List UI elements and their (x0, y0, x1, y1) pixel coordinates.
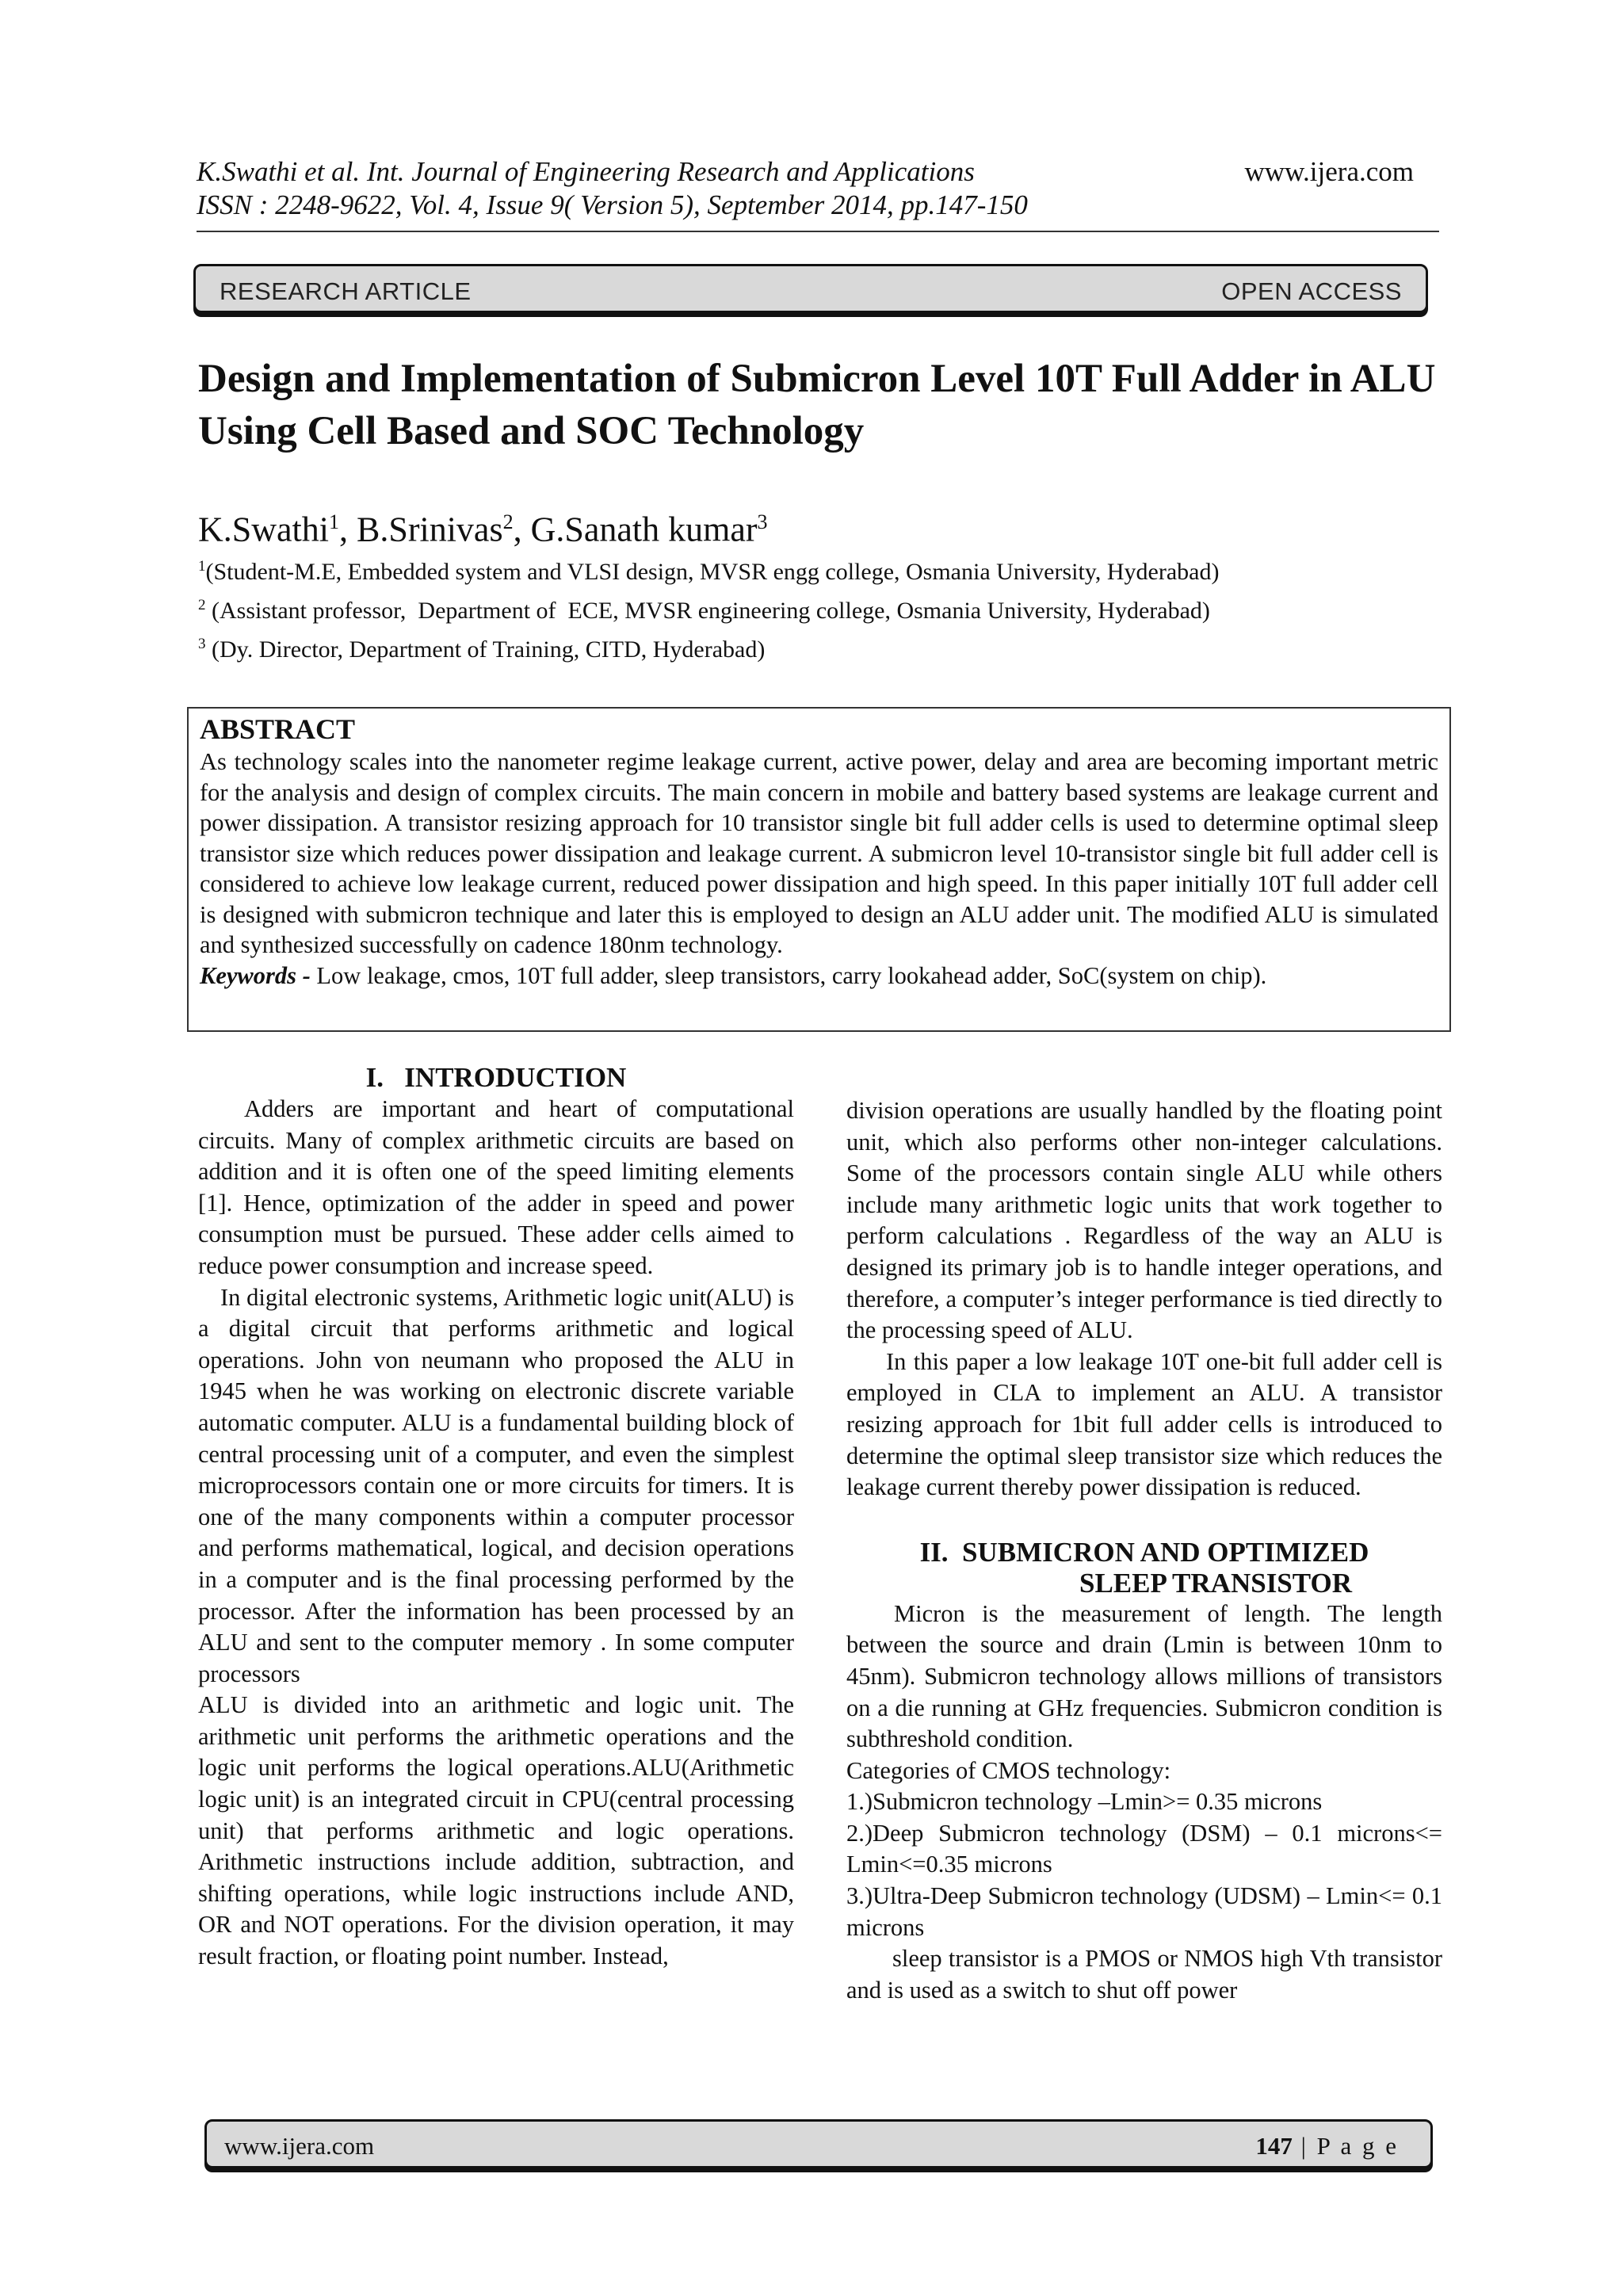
section-spacer (846, 1503, 1442, 1537)
citation-line-2: ISSN : 2248-9622, Vol. 4, Issue 9( Version 5), September 2014, pp.147-150 (197, 189, 1028, 220)
research-article-label: RESEARCH ARTICLE (220, 277, 472, 305)
author-affiliation-marker: 1 (329, 510, 339, 533)
intro-paragraph-4: division operations are usually handled by the floating point unit, which also performs other non-integer calculations. Some of the processors contain single ALU while others include many arithmetic logic units that work together to perform calculations . Regardless of the way an ALU is designed its primary job is to handle integer operations, and therefore, a computer’s integer performance is tied directly to the processing speed of ALU. (846, 1097, 1442, 1344)
section-heading-submicron (846, 1537, 1442, 1599)
open-access-label: OPEN ACCESS (1221, 277, 1402, 305)
abstract-body: As technology scales into the nanometer regime leakage current, active power, delay and area are becoming important metric for the analysis and design of complex circuits. The main concern in mobile and battery based systems are leakage current and power dissipation. A transistor resizing approach for 10 transistor single bit full adder cells is used to determine optimal sleep transistor size which reduces power dissipation and leakage current. A submicron level 10-transistor single bit full adder cell is considered to achieve low leakage current, reduced power dissipation and high speed. In this paper initially 10T full adder cell is designed with submicron technique and later this is employed to design an ALU adder unit. The modified ALU is simulated and synthesized successfully on cadence 180nm technology. (200, 748, 1438, 958)
affiliation-marker: 2 (198, 597, 206, 613)
header-website-link[interactable]: www.ijera.com (1244, 156, 1414, 187)
section-heading-line-1: II. SUBMICRON AND OPTIMIZED (919, 1536, 1369, 1568)
left-column (198, 1062, 794, 1973)
affiliation-list (198, 550, 1434, 667)
cmos-category-1: 1.)Submicron technology –Lmin>= 0.35 microns (846, 1788, 1323, 1816)
keywords-line (200, 961, 1438, 991)
intro-paragraph-2: In digital electronic systems, Arithmetic logic unit(ALU) is a digital circuit that performs arithmetic and logical operations. John von neumann who proposed the ALU in 1945 when he was working on electronic discrete variable automatic computer. ALU is a fundamental building block of central processing unit of a computer, and even the simplest microprocessors contain one or more circuits for timers. It is one of the many components within a computer processor and performs mathematical, logical, and decision operations in a computer and is the final processing performed by the processor. After the information has been processed by an ALU and sent to the computer memory . In some computer processors (198, 1283, 794, 1687)
sleep-transistor-paragraph: sleep transistor is a PMOS or NMOS high Vth transistor and is used as a switch to shut off power (846, 1945, 1442, 2004)
affiliation-marker: 3 (198, 636, 206, 652)
footer-website-link[interactable]: www.ijera.com (224, 2132, 375, 2160)
page-suffix: | P a g e (1292, 2132, 1399, 2160)
abstract-box (187, 707, 1451, 1032)
intro-paragraph-3: ALU is divided into an arithmetic and logic unit. The arithmetic unit performs the arithmetic operations and the logic unit performs the logical operations.ALU(Arithmetic logic unit) is an integrated circuit in CPU(central processing unit) that performs arithmetic and logic operations. Arithmetic instructions include addition, subtraction, and shifting operations, while logic instructions include AND, OR and NOT operations. For the division operation, it may result fraction, or floating point number. Instead, (198, 1691, 794, 1970)
affiliation-marker: 1 (198, 558, 206, 575)
abstract-heading: ABSTRACT (200, 713, 356, 745)
article-type-banner (193, 264, 1428, 313)
author-affiliation-marker: 2 (502, 510, 514, 533)
keywords-label: Keywords - (200, 961, 317, 989)
citation-line-1: K.Swathi et al. Int. Journal of Engineering Research and Applications (197, 156, 975, 187)
paper-title: Design and Implementation of Submicron Level 10T Full Adder in ALU Using Cell Based and SOC Technology (198, 357, 1436, 453)
running-header-citation (197, 155, 1028, 222)
cmos-category-3: 3.)Ultra-Deep Submicron technology (UDSM) – Lmin<= 0.1 microns (846, 1882, 1442, 1941)
page-footer (204, 2119, 1433, 2168)
affiliation-item (198, 550, 1434, 589)
affiliation-item (198, 589, 1434, 628)
section-heading-line-2: SLEEP TRANSISTOR (1079, 1567, 1352, 1599)
affiliation-item (198, 628, 1434, 667)
page-number: 147 (1255, 2132, 1293, 2160)
submicron-paragraph-1: Micron is the measurement of length. The length between the source and drain (Lmin is between 10nm to 45nm). Submicron technology allows millions of transistors on a die running at GHz frequencies. Submicron condition is subthreshold condition. (846, 1599, 1442, 1753)
section-heading-introduction: I. INTRODUCTION (365, 1062, 627, 1093)
author-name: K.Swathi (198, 510, 329, 549)
author-affiliation-marker: 3 (757, 510, 768, 533)
affiliation-text: (Dy. Director, Department of Training, CITD, Hyderabad) (205, 636, 766, 663)
author-name: B.Srinivas (357, 510, 503, 549)
header-divider (197, 231, 1439, 232)
author-name: G.Sanath kumar (530, 510, 758, 549)
intro-paragraph-1: Adders are important and heart of computational circuits. Many of complex arithmetic circuits are based on addition and it is often one of the speed limiting elements [1]. Hence, optimization of the adder in speed and power consumption must be pursued. These adder cells aimed to reduce power consumption and increase speed. (198, 1095, 794, 1279)
intro-paragraph-5: In this paper a low leakage 10T one-bit full adder cell is employed in CLA to implement an ALU. A transistor resizing approach for 1bit full adder cells is introduced to determine the optimal sleep transistor size which reduces the leakage current thereby power dissipation is reduced. (846, 1347, 1442, 1501)
right-column (846, 1095, 1442, 2006)
page-number-label (1255, 2132, 1399, 2160)
affiliation-text: (Assistant professor, Department of ECE, MVSR engineering college, Osmania University, Hyderabad) (205, 598, 1210, 624)
keywords-text: Low leakage, cmos, 10T full adder, sleep transistors, carry lookahead adder, SoC(system on chip). (316, 961, 1267, 989)
cmos-category-2: 2.)Deep Submicron technology (DSM) – 0.1 microns<= Lmin<=0.35 microns (846, 1819, 1442, 1878)
cmos-categories-intro: Categories of CMOS technology: (846, 1756, 1171, 1784)
affiliation-text: (Student-M.E, Embedded system and VLSI design, MVSR engg college, Osmania University, Hyderabad) (205, 559, 1220, 585)
author-list: K.Swathi$^1$, B.Srinivas$^2$, G.Sanath kumar$^3$ (198, 510, 768, 549)
